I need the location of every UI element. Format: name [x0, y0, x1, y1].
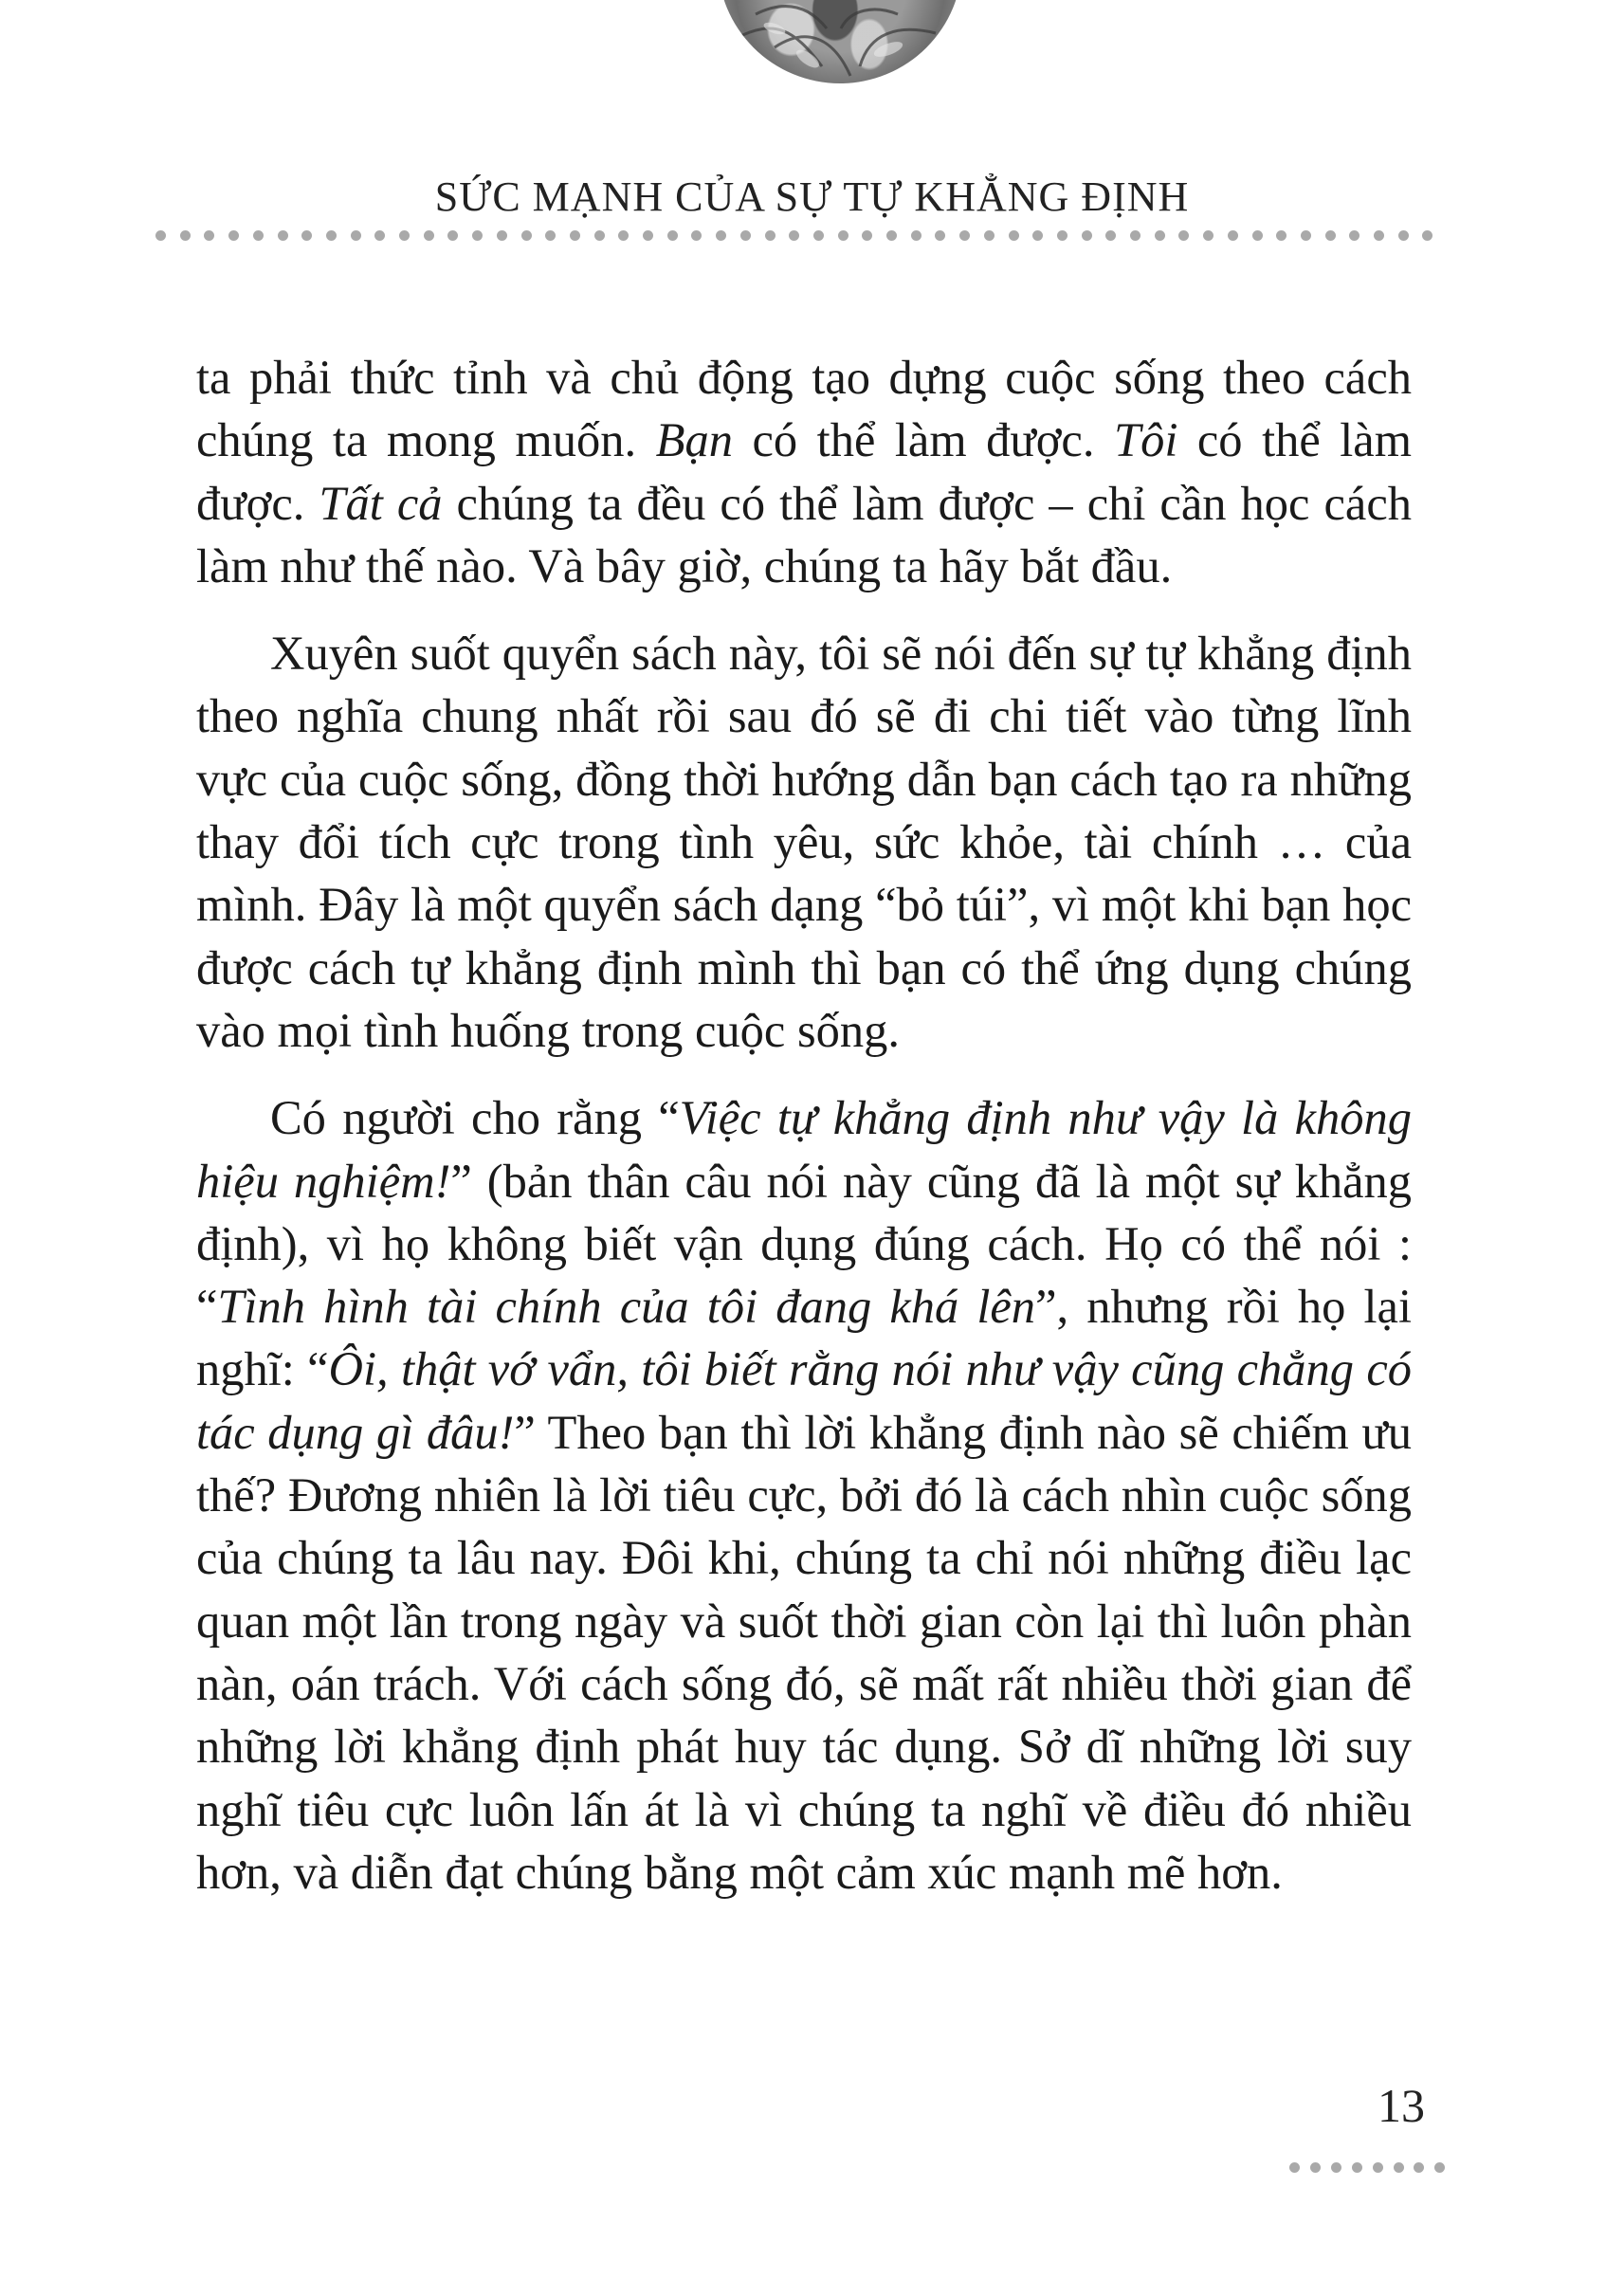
paragraph-1-text: ta phải thức tỉnh và chủ động tạo dựng cuộc sống theo cách chúng ta mong muốn. [196, 351, 1412, 467]
running-header-title: SỨC MẠNH CỦA SỰ TỰ KHẲNG ĐỊNH [434, 173, 1190, 220]
divider-dot [1394, 2162, 1404, 2173]
divider-dot [643, 230, 653, 241]
divider-dot [959, 230, 970, 241]
divider-dot [1374, 230, 1384, 241]
leaf-pattern-icon [718, 0, 962, 83]
divider-dot [667, 230, 678, 241]
divider-dot [374, 230, 385, 241]
divider-dot [472, 230, 483, 241]
emphasis-tat-ca: Tất cả [319, 476, 443, 530]
divider-dot [447, 230, 458, 241]
divider-dot [228, 230, 239, 241]
divider-dot [911, 230, 921, 241]
paragraph-1-text: có thể làm được. [196, 413, 1413, 530]
divider-dot [1373, 2162, 1383, 2173]
divider-dot [424, 230, 434, 241]
divider-dot [1228, 230, 1238, 241]
divider-dot [570, 230, 580, 241]
paragraph-2: Xuyên suốt quyển sách này, tôi sẽ nói đến sự tự khẳng định theo nghĩa chung nhất rồi sau đó sẽ đi chi tiết vào từng lĩnh vực của cuộc sống, đồng thời hướng dẫn bạn cách tạo ra những thay đổi tích cực trong tình yêu, sức khỏe, tài chính … của mình. Đây là một quyển sách dạng “bỏ túi”, vì một khi bạn học được cách tự khẳng định mình thì bạn có thể ứng dụng chúng vào mọi tình huống trong cuộc sống. [196, 627, 1412, 1057]
quoted-emphasis: Tình hình tài chính của tôi đang khá lên [217, 1280, 1036, 1334]
divider-dot [813, 230, 824, 241]
divider-dot [1349, 230, 1359, 241]
emphasis-toi: Tôi [1114, 413, 1178, 467]
divider-dot [1352, 2162, 1362, 2173]
divider-dot [1105, 230, 1116, 241]
divider-dot [716, 230, 726, 241]
divider-dot [1289, 2162, 1300, 2173]
divider-dot [521, 230, 532, 241]
divider-dot [399, 230, 410, 241]
divider-dot [180, 230, 191, 241]
divider-dot [691, 230, 702, 241]
divider-dot [278, 230, 288, 241]
divider-dot [301, 230, 312, 241]
decorative-ornament [718, 0, 962, 83]
paragraph-3-text: Có người cho rằng “ [270, 1091, 680, 1145]
divider-dot [1414, 2162, 1424, 2173]
page-number: 13 [1378, 2079, 1425, 2132]
divider-dot [1252, 230, 1263, 241]
paragraph-3 [196, 1086, 1412, 1904]
paragraph-1 [196, 346, 1412, 597]
divider-dot [838, 230, 848, 241]
footer-dot-divider [1289, 2162, 1445, 2176]
quoted-emphasis: Việc tự khẳng định như vậy là không hiệu nghiệm! [196, 1091, 1412, 1208]
paragraph-3-text: ”, nhưng rồi họ lại nghĩ: “ [196, 1280, 1412, 1396]
paragraph-3-text: ” (bản thân câu nói này cũng đã là một sự khẳng định), vì họ không biết vận dụng đúng cách. Họ có thể nói : “ [196, 1154, 1412, 1334]
paragraph-1-text: chúng ta đều có thể làm được – chỉ cần học cách làm như thế nào. Và bây giờ, chúng ta hãy bắt đầu. [196, 476, 1412, 592]
divider-dot [862, 230, 872, 241]
emphasis-ban: Bạn [655, 413, 733, 467]
divider-dot [1082, 230, 1092, 241]
divider-dot [351, 230, 361, 241]
divider-dot [253, 230, 264, 241]
divider-dot [1310, 2162, 1321, 2173]
divider-dot [1331, 2162, 1341, 2173]
divider-dot [1398, 230, 1409, 241]
divider-dot [618, 230, 629, 241]
header-dot-divider [155, 230, 1445, 244]
divider-dot [326, 230, 337, 241]
divider-dot [497, 230, 507, 241]
divider-dot [1130, 230, 1140, 241]
divider-dot [1203, 230, 1213, 241]
divider-dot [1155, 230, 1165, 241]
quoted-emphasis: Ôi, thật vớ vẩn, tôi biết rằng nói như vậy cũng chẳng có tác dụng gì đâu! [196, 1342, 1412, 1459]
divider-dot [594, 230, 605, 241]
divider-dot [1301, 230, 1311, 241]
divider-dot [765, 230, 776, 241]
divider-dot [1434, 2162, 1445, 2173]
divider-dot [155, 230, 166, 241]
divider-dot [886, 230, 897, 241]
divider-dot [1057, 230, 1067, 241]
divider-dot [1009, 230, 1019, 241]
divider-dot [1276, 230, 1286, 241]
divider-dot [789, 230, 799, 241]
divider-dot [1422, 230, 1432, 241]
paragraph-1-text: có thể làm được. [732, 413, 1114, 467]
body-text [196, 346, 1412, 1928]
divider-dot [204, 230, 214, 241]
divider-dot [740, 230, 751, 241]
paragraph-3-text: ” Theo bạn thì lời khẳng định nào sẽ chiếm ưu thế? Đương nhiên là lời tiêu cực, bởi đó là cách nhìn cuộc sống của chúng ta lâu nay. Đôi khi, chúng ta chỉ nói những điều lạc quan một lần trong ngày và suốt thời gian còn lại thì luôn phàn nàn, oán trách. Với cách sống đó, sẽ mất rất nhiều thời gian để những lời khẳng định phát huy tác dụng. Sở dĩ những lời suy nghĩ tiêu cực luôn lấn át là vì chúng ta nghĩ về điều đó nhiều hơn, và diễn đạt chúng bằng một cảm xúc mạnh mẽ hơn. [196, 1405, 1412, 1899]
divider-dot [1178, 230, 1189, 241]
divider-dot [545, 230, 556, 241]
divider-dot [935, 230, 945, 241]
divider-dot [984, 230, 994, 241]
divider-dot [1032, 230, 1043, 241]
divider-dot [1325, 230, 1336, 241]
